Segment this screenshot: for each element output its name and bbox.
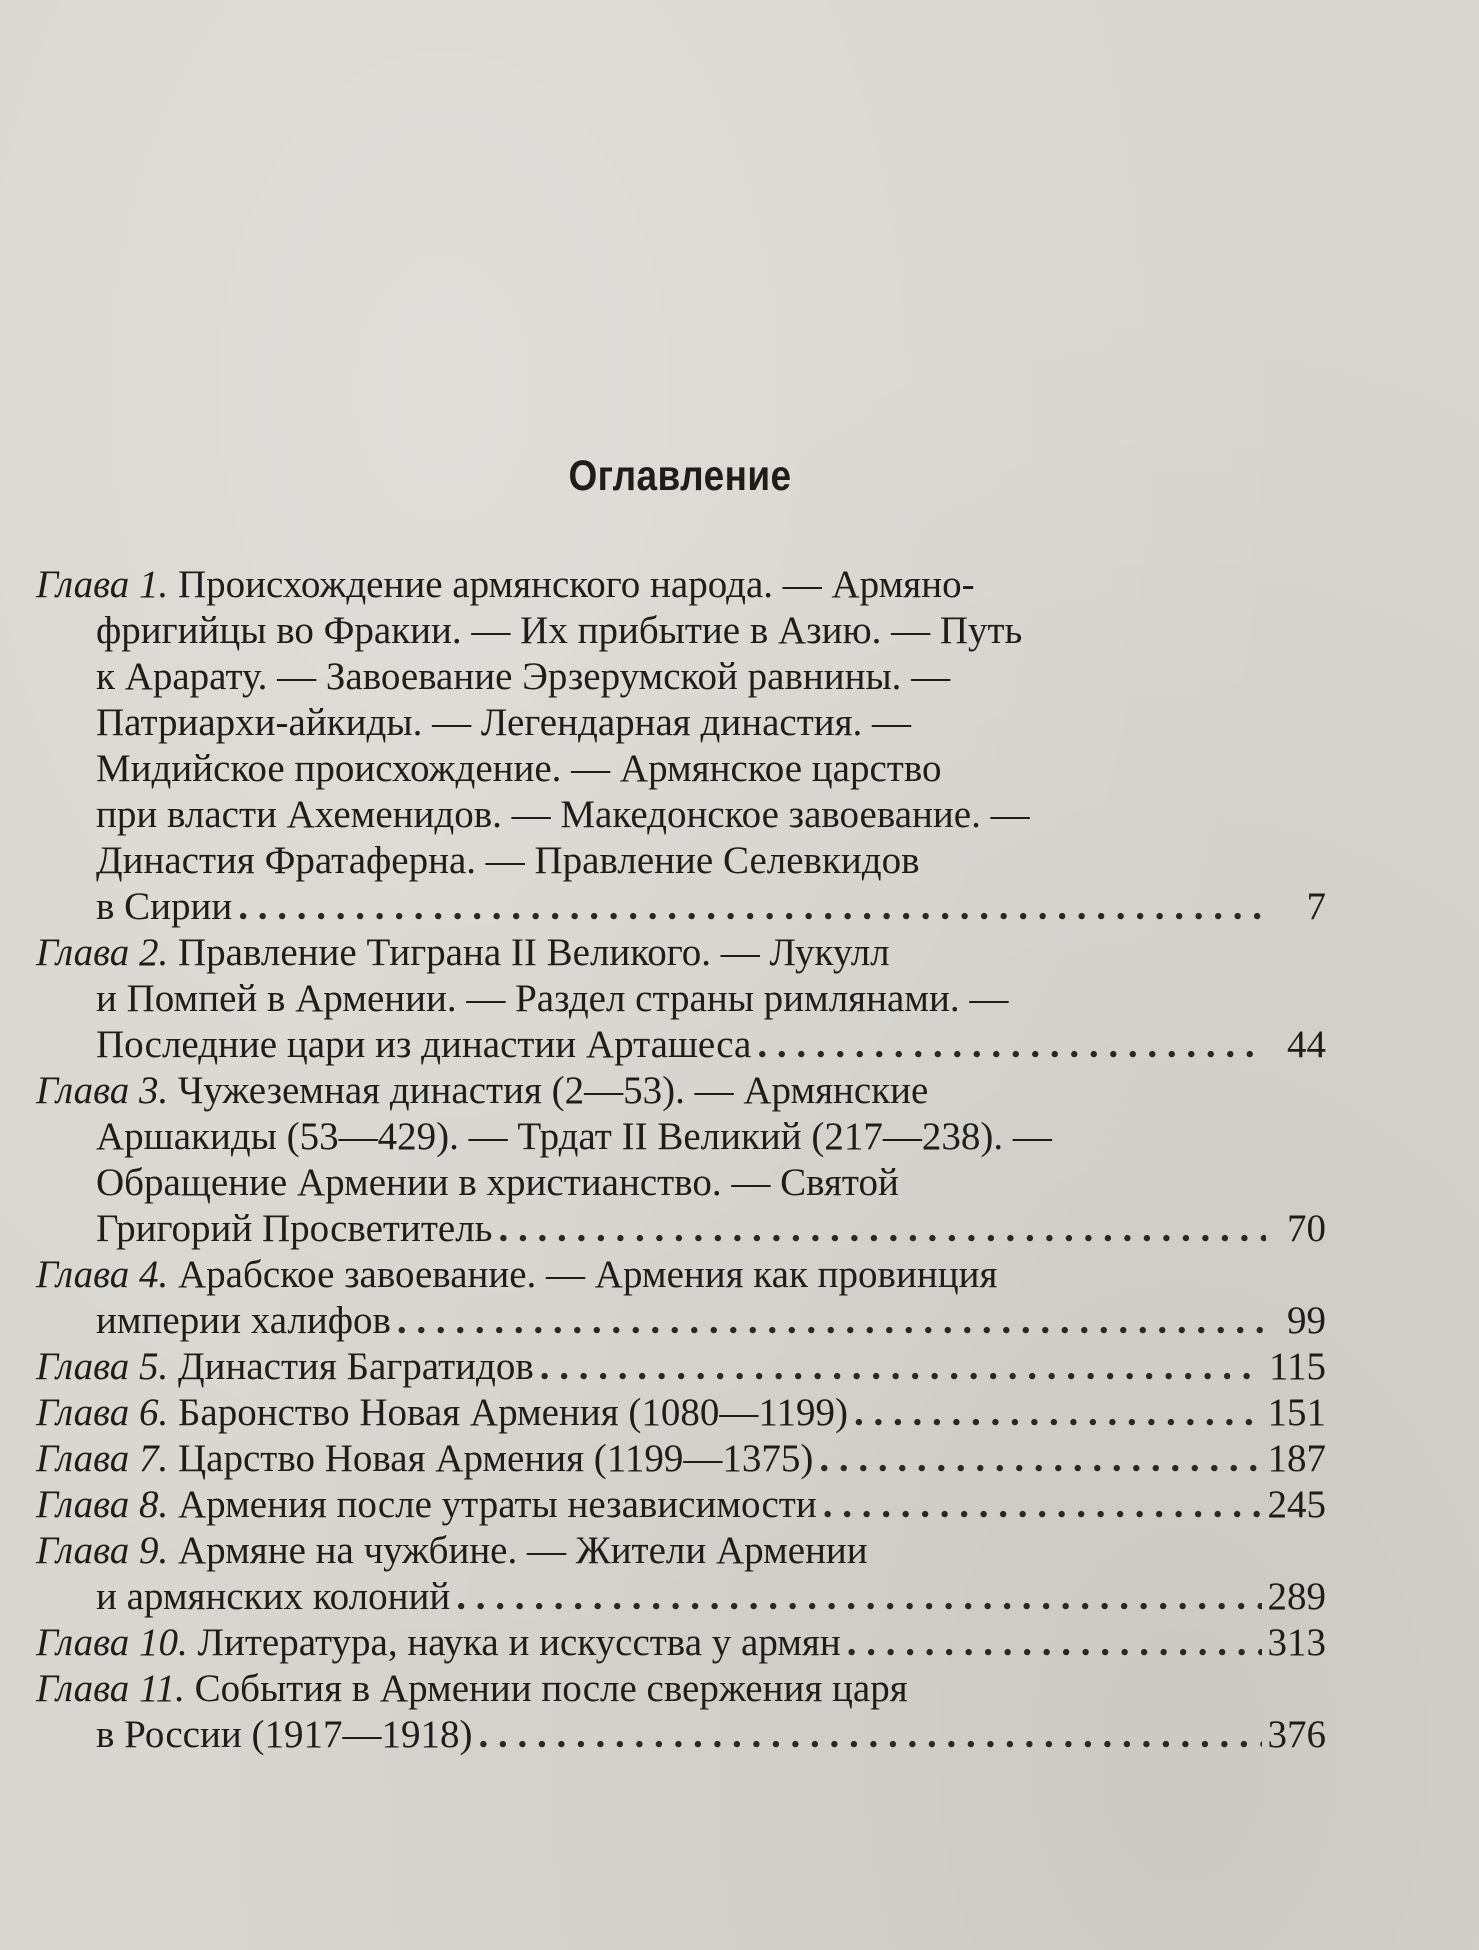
page-number: 99 [1287, 1299, 1326, 1342]
chapter-label: Глава 6. [36, 1391, 169, 1434]
chapter-title-text: События в Армении после свержения царя [194, 1667, 908, 1710]
page-number: 313 [1267, 1621, 1326, 1664]
chapter-label: Глава 11. [36, 1667, 185, 1710]
chapter-title-text: Мидийское происхождение. — Армянское царство [96, 747, 942, 790]
page-number: 245 [1267, 1483, 1326, 1526]
dot-leader [854, 1390, 1262, 1436]
chapter-label: Глава 1. [36, 563, 169, 606]
dot-leader [757, 1022, 1266, 1068]
chapter-title-text: к Арарату. — Завоевание Эрзерумской равнины. — [96, 655, 951, 698]
dot-leader [823, 1482, 1262, 1528]
toc-entry [36, 1620, 1326, 1666]
chapter-title-text: Григорий Просветитель [96, 1207, 493, 1250]
toc-entry-line [36, 1160, 1326, 1206]
page-number: 376 [1267, 1713, 1326, 1756]
chapter-label: Глава 7. [36, 1437, 169, 1480]
chapter-label: Глава 5. [36, 1345, 169, 1388]
chapter-label: Глава 4. [36, 1253, 169, 1296]
chapter-title-text: Династия Багратидов [178, 1345, 534, 1388]
chapter-title-text: Происхождение армянского народа. — Армяно- [178, 563, 975, 606]
chapter-title-text: и Помпей в Армении. — Раздел страны римлянами. — [96, 977, 1009, 1020]
toc-entry-line [36, 1114, 1326, 1160]
chapter-title-text: Армения после утраты независимости [178, 1483, 817, 1526]
chapter-title-text: Чужеземная династия (2—53). — Армянские [178, 1069, 929, 1112]
dot-leader [456, 1574, 1261, 1620]
toc-entry [36, 1390, 1326, 1436]
toc-entry-line [36, 1022, 1326, 1068]
chapter-title-text: при власти Ахеменидов. — Македонское завоевание. — [96, 793, 1030, 836]
chapter-title-text: Последние цари из династии Арташеса [96, 1023, 752, 1066]
chapter-title-text: Династия Фратаферна. — Правление Селевкидов [96, 839, 920, 882]
toc-entry [36, 930, 1326, 1068]
toc-entry-line [36, 1436, 1326, 1482]
chapter-label: Глава 3. [36, 1069, 169, 1112]
toc-entry [36, 1344, 1326, 1390]
chapter-label: Глава 8. [36, 1483, 169, 1526]
toc-entry-line [36, 1528, 1326, 1574]
toc-entry-line [36, 1712, 1326, 1758]
toc-entry [36, 1068, 1326, 1252]
toc-entry [36, 562, 1326, 930]
toc-entry-line [36, 884, 1326, 930]
toc-entry-line [36, 654, 1326, 700]
dot-leader [238, 884, 1266, 930]
toc-entry [36, 1482, 1326, 1528]
toc-entry-line [36, 1068, 1326, 1114]
toc-entry-line [36, 700, 1326, 746]
toc-entry [36, 1528, 1326, 1620]
dot-leader [540, 1344, 1263, 1390]
toc-entry-line [36, 1298, 1326, 1344]
toc-entry-line [36, 1666, 1326, 1712]
toc-title: Оглавление [568, 452, 792, 500]
toc-entry-line [36, 1252, 1326, 1298]
toc-entry [36, 1666, 1326, 1758]
toc-entry-line [36, 976, 1326, 1022]
chapter-label: Глава 10. [36, 1621, 188, 1664]
dot-leader [478, 1712, 1261, 1758]
toc-entry-line [36, 838, 1326, 884]
page-number: 44 [1287, 1023, 1326, 1066]
page-number: 151 [1267, 1391, 1326, 1434]
chapter-title-text: фригийцы во Фракии. — Их прибытие в Азию. — Путь [96, 609, 1023, 652]
toc-entry [36, 1436, 1326, 1482]
chapter-title-text: Арабское завоевание. — Армения как провинция [178, 1253, 998, 1296]
chapter-title-text: Литература, наука и искусства у армян [197, 1621, 841, 1664]
toc-entry-line [36, 1574, 1326, 1620]
chapter-title-text: Армяне на чужбине. — Жители Армении [178, 1529, 868, 1572]
chapter-title-text: Царство Новая Армения (1199—1375) [178, 1437, 814, 1480]
toc-entry-line [36, 1390, 1326, 1436]
table-of-contents [36, 562, 1326, 1758]
toc-entry [36, 1252, 1326, 1344]
dot-leader [819, 1436, 1261, 1482]
chapter-title-text: Аршакиды (53—429). — Трдат II Великий (217—238). — [96, 1115, 1052, 1158]
chapter-title-text: Правление Тиграна II Великого. — Лукулл [178, 931, 890, 974]
page-number: 187 [1267, 1437, 1326, 1480]
toc-entry-line [36, 608, 1326, 654]
toc-entry-line [36, 562, 1326, 608]
toc-entry-line [36, 1620, 1326, 1666]
toc-entry-line [36, 792, 1326, 838]
chapter-label: Глава 2. [36, 931, 169, 974]
chapter-title-text: и армянских колоний [96, 1575, 451, 1618]
page-number: 7 [1306, 885, 1326, 928]
chapter-title-text: Патриархи-айкиды. — Легендарная династия. — [96, 701, 912, 744]
dot-leader [847, 1620, 1262, 1666]
page-number: 70 [1287, 1207, 1326, 1250]
toc-entry-line [36, 1206, 1326, 1252]
chapter-title-text: Баронство Новая Армения (1080—1199) [178, 1391, 848, 1434]
dot-leader [498, 1206, 1266, 1252]
chapter-title-text: Обращение Армении в христианство. — Святой [96, 1161, 899, 1204]
page-number: 289 [1267, 1575, 1326, 1618]
chapter-title-text: в Сирии [96, 885, 233, 928]
dot-leader [397, 1298, 1266, 1344]
toc-entry-line [36, 930, 1326, 976]
chapter-title-text: в России (1917—1918) [96, 1713, 473, 1756]
toc-entry-line [36, 746, 1326, 792]
chapter-title-text: империи халифов [96, 1299, 391, 1342]
toc-entry-line [36, 1482, 1326, 1528]
chapter-label: Глава 9. [36, 1529, 169, 1572]
page-number: 115 [1268, 1345, 1326, 1388]
toc-entry-line [36, 1344, 1326, 1390]
